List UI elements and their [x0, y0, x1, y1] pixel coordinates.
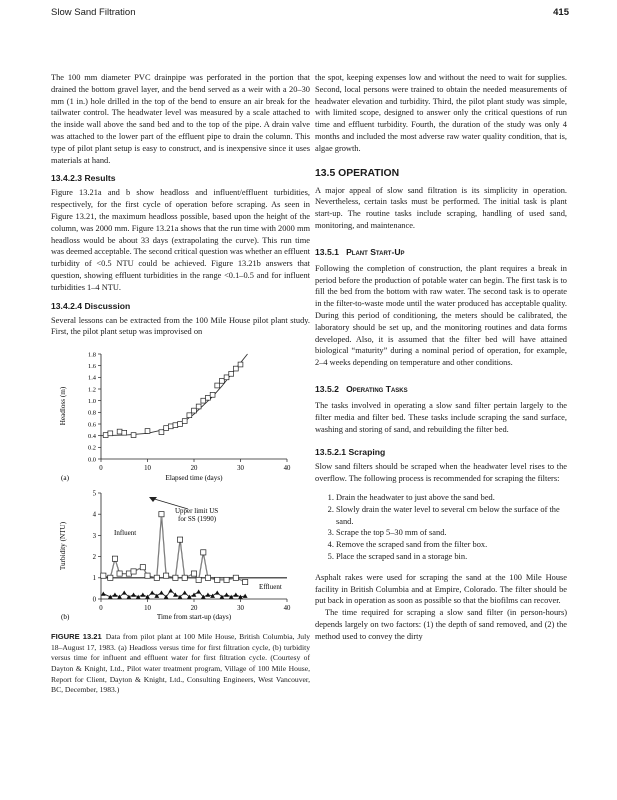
influent-point [233, 575, 238, 580]
startup-number: 13.5.1 [315, 246, 339, 257]
list-item: 1. Drain the headwater to just above the sand bed. [336, 492, 567, 504]
time-paragraph: The time required for scraping a slow sand filter (in person-hours) depends largely on two factors: (1) the depth of sand removed, and (2) the method used to convey the dirty [315, 608, 567, 641]
list-item: 4. Remove the scraped sand from the filter box. [336, 539, 567, 551]
page-number: 415 [553, 7, 569, 18]
intro-paragraph: The 100 mm diameter PVC drainpipe was perforated in the portion that drained the bottom gravel layer, and the bend served as a weir with a 20–30 mm (1 in.) hole drilled in the top of the bend to ensure an air break for the tailwater control. The headwater level was measured by a scale attached to the inside wall above the sand bed and to the top of the pipe. A drain valve was attached to the lower part of the effluent pipe to drain the column. This type of pilot plant setup is easy to construct, and is inexpensive since it uses materials at hand. [51, 73, 310, 165]
y-tick-label: 0 [92, 596, 96, 604]
panel-a-label: (a) [61, 474, 69, 483]
x-tick-label: 40 [283, 465, 291, 473]
y-tick-label: 1.8 [88, 351, 96, 359]
influent-point [159, 512, 164, 517]
operation-paragraph: A major appeal of slow sand filtration is its simplicity in operation. Nevertheless, certain tasks must be performed. The initial task is plant start-up. The routine tasks include scraping, handling of used sand, monitoring, and maintenance. [315, 185, 567, 230]
x-tick-label: 20 [190, 605, 198, 613]
startup-paragraph: Following the completion of construction, the plant requires a break in period before the production of potable water can begin. The first task is to fill the bed from the bottom with raw water. The second task is to operate in the filter-to-waste mode until the water produced has acceptable quality. During this period of conditioning, the meters should be calibrated, the laboratory should be set up, and the monitoring routines and data forms developed. Also, it is assumed that the filter bed will have attained biological “maturity” during a nominal period of operation, for example, 2–4 weeks depending on temperature and other conditions. [315, 263, 567, 368]
headloss-point [103, 433, 108, 438]
headloss-point [210, 393, 215, 398]
headloss-point [145, 429, 150, 434]
effluent-point [122, 591, 127, 595]
x-tick-label: 0 [99, 465, 103, 473]
figure-caption [51, 632, 310, 696]
influent-point [145, 573, 150, 578]
effluent-point [215, 591, 220, 595]
y-tick-label: 0.0 [88, 456, 96, 464]
running-header [0, 0, 617, 22]
y-tick-label: 0.6 [88, 421, 96, 429]
headloss-chart [51, 344, 310, 482]
headloss-point [164, 426, 169, 431]
influent-point [196, 577, 201, 582]
effluent-point [168, 588, 173, 592]
effluent-point [224, 593, 229, 597]
x-tick-label: 40 [283, 605, 291, 613]
caption-label: FIGURE 13.21 [51, 632, 102, 642]
headloss-point [159, 430, 164, 435]
y-tick-label: 4 [92, 511, 96, 519]
y-tick-label: 5 [92, 490, 96, 498]
turbidity-y-label: Turbidity (NTU) [59, 522, 67, 571]
tasks-title: Operating Tasks [346, 383, 408, 394]
influent-point [215, 577, 220, 582]
effluent-point [101, 592, 106, 596]
scraping-paragraph: Slow sand filters should be scraped when the headwater level rises to the overflow. The following process is recommended for scraping the filters: [315, 462, 567, 484]
effluent-point [140, 593, 145, 597]
headloss-point [168, 424, 173, 429]
y-tick-label: 3 [92, 532, 96, 540]
effluent-point [113, 593, 118, 597]
influent-point [140, 565, 145, 570]
left-column [51, 72, 310, 696]
asphalt-paragraph: Asphalt rakes were used for scraping the sand at the 100 Mile House facility in British Columbia and at Empire, Colorado. The filter should be put back in operation as soon as possible so that the biofilms can recover. [315, 572, 567, 606]
x-tick-label: 30 [237, 465, 244, 473]
continued-paragraph: the spot, keeping expenses low and without the need to wait for supplies. Second, local persons were trained to obtain the needed measurements of headwater elevation and turbidity. Third, the pilot plant study was simple, with limited scope, designed to answer only the critical questions of run time and effluent turbidity. Fourth, the duration of the study was only 4 months and included the most adverse raw water quality condition, that is, algae growth. [315, 73, 567, 153]
headloss-point [229, 372, 234, 377]
panel-b-label: (b) [61, 613, 70, 622]
x-tick-label: 10 [144, 605, 151, 613]
effluent-point [131, 593, 136, 597]
startup-title: Plant Start-Up [346, 246, 405, 257]
discussion-paragraph: Several lessons can be extracted from the 100 Mile House pilot plant study. First, the pilot plant setup was improvised on [51, 315, 310, 337]
effluent-point [182, 591, 187, 595]
headloss-point [192, 408, 197, 413]
y-tick-label: 1.0 [88, 398, 96, 406]
results-heading: 13.4.2.3 Results [51, 173, 116, 184]
turbidity-x-label: Time from start-up (days) [156, 613, 232, 622]
headloss-point [117, 429, 122, 434]
y-tick-label: 1.2 [88, 386, 96, 394]
effluent-point [108, 595, 113, 599]
influent-point [108, 575, 113, 580]
x-tick-label: 20 [190, 465, 198, 473]
effluent-point [196, 590, 201, 594]
y-tick-label: 1.6 [88, 363, 96, 371]
influent-point [205, 575, 210, 580]
effluent-point [233, 593, 238, 597]
headloss-point [173, 423, 178, 428]
influent-point [112, 556, 117, 561]
headloss-point [131, 433, 136, 438]
headloss-point [220, 379, 225, 384]
influent-point [224, 577, 229, 582]
influent-point [117, 571, 122, 576]
headloss-point [182, 419, 187, 424]
y-tick-label: 2 [92, 554, 96, 562]
headloss-point [206, 395, 211, 400]
y-tick-label: 0.2 [88, 444, 96, 452]
y-tick-label: 0.4 [88, 433, 96, 441]
headloss-point [238, 362, 243, 367]
influent-point [201, 550, 206, 555]
y-tick-label: 1 [92, 575, 96, 583]
effluent-annotation: Effluent [259, 583, 282, 592]
influent-line-inner [103, 514, 245, 582]
effluent-point [136, 595, 141, 599]
scraping-steps [321, 492, 567, 563]
headloss-point [178, 422, 183, 427]
effluent-point [243, 594, 248, 598]
headloss-point [187, 413, 192, 418]
tasks-paragraph: The tasks involved in operating a slow sand filter pertain largely to the filter media and filter bed. These tasks include scraping the sand surface, washing and storing of sand, and rebuilding the filter bed. [315, 400, 567, 434]
discussion-heading: 13.4.2.4 Discussion [51, 300, 131, 311]
running-title: Slow Sand Filtration [51, 7, 136, 18]
turbidity-chart [51, 489, 310, 621]
y-tick-label: 1.4 [88, 374, 96, 382]
influent-annotation: Influent [114, 529, 137, 538]
headloss-point [201, 398, 206, 403]
x-tick-label: 0 [99, 605, 103, 613]
list-item: 5. Place the scraped sand in a storage bin. [336, 551, 567, 563]
x-tick-label: 30 [237, 605, 244, 613]
headloss-point [233, 366, 238, 371]
y-tick-label: 0.8 [88, 409, 96, 417]
influent-point [173, 575, 178, 580]
headloss-point [196, 404, 201, 409]
effluent-point [159, 591, 164, 595]
influent-point [164, 573, 169, 578]
influent-point [191, 571, 196, 576]
influent-point [131, 569, 136, 574]
headloss-point [224, 375, 229, 380]
influent-point [182, 575, 187, 580]
influent-point [177, 537, 182, 542]
headloss-x-label: Elapsed time (days) [165, 474, 223, 483]
caption-text: Data from pilot plant at 100 Mile House, British Columbia, July 18–August 17, 1983. (a) Headloss versus time for first filtration cycle, (b) turbidity versus time for influent and effluent water for first filtration cycle. (Courtesy of Dayton & Knight, Ltd., Pilot water treatment program, Village of 100 Mile House, Report for Client, Dayton & Knight, Ltd., Consulting Engineers, West Vancouver, BC, December, 1983.) [51, 632, 310, 695]
right-column [315, 72, 567, 642]
results-paragraph: Figure 13.21a and b show headloss and influent/effluent turbidities, respectively, for the first cycle of operation before scraping. As seen in Figure 13.21, the maximum headloss possible, based upon the height of the column, was 2000 mm. Figure 13.21a shows that the run time with 2000 mm headloss would be about 33 days (extrapolating the curve). This run time was deemed acceptable. The second critical question was whether an effluent turbidity of <0.5 NTU could be achieved. Figure 13.21b answers that question, showing effluent turbidities in the range <0.1–0.5 and for influent turbidities 1–4 NTU. [51, 188, 310, 292]
operation-heading: 13.5 OPERATION [315, 167, 400, 179]
figure-13-21 [51, 344, 310, 626]
list-item: 2. Slowly drain the water level to several cm below the surface of the sand. [336, 504, 567, 528]
influent-line [103, 514, 245, 582]
tasks-number: 13.5.2 [315, 383, 339, 394]
effluent-point [229, 595, 234, 599]
effluent-point [150, 591, 155, 595]
influent-point [243, 580, 248, 585]
tasks-heading [315, 384, 567, 395]
headloss-point [108, 431, 113, 436]
startup-heading [315, 247, 567, 258]
influent-point [101, 573, 106, 578]
headloss-point [215, 383, 220, 388]
headloss-y-label: Headloss (m) [59, 386, 67, 426]
headloss-point [122, 430, 127, 435]
list-item: 3. Scrape the top 5–30 mm of sand. [336, 527, 567, 539]
influent-point [154, 575, 159, 580]
limit-annotation: Upper limit US for SS (1990) [175, 507, 219, 524]
effluent-point [206, 593, 211, 597]
scraping-heading: 13.5.2.1 Scraping [315, 447, 386, 458]
x-tick-label: 10 [144, 465, 151, 473]
